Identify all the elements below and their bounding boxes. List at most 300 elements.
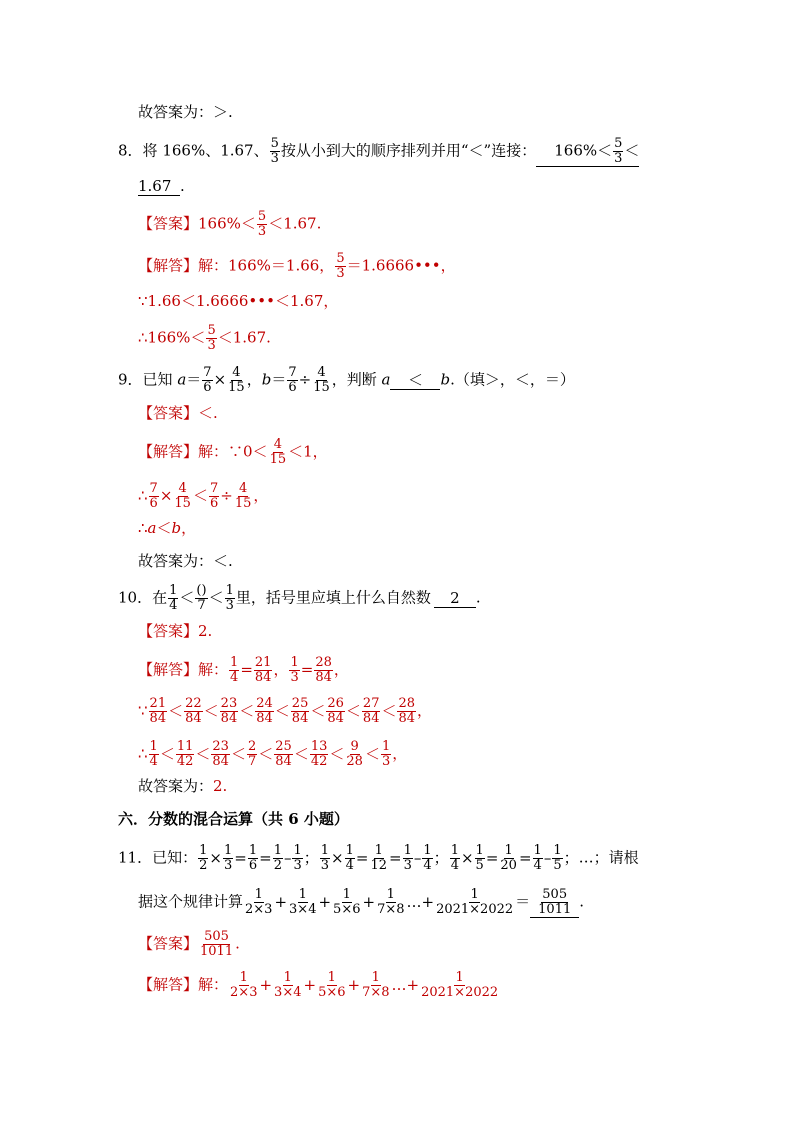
operator: × bbox=[331, 848, 344, 867]
denominator: 3 bbox=[614, 151, 623, 166]
denominator: 84 bbox=[398, 711, 416, 726]
numerator: 1 bbox=[371, 970, 380, 985]
denominator: 3 bbox=[270, 151, 279, 166]
punctuation: ； bbox=[303, 848, 319, 867]
question-text: 在 bbox=[152, 588, 168, 607]
operator: …+ bbox=[391, 975, 420, 994]
denominator: 3×4 bbox=[274, 985, 302, 1000]
fraction bbox=[320, 844, 330, 873]
denominator: 3 bbox=[336, 266, 345, 281]
final-answer-prefix: 故答案为： bbox=[138, 777, 214, 795]
operator: + bbox=[274, 892, 288, 911]
denominator: 84 bbox=[275, 754, 292, 769]
q9-solution-line-1 bbox=[138, 438, 328, 467]
numerator: 4 bbox=[317, 365, 326, 380]
numerator: 1 bbox=[342, 887, 351, 902]
punctuation: ； bbox=[563, 848, 579, 867]
q8-question-line-2 bbox=[138, 177, 185, 196]
operator: ＜ bbox=[168, 701, 184, 720]
denominator: 84 bbox=[256, 711, 273, 726]
question-text: 按从小到大的顺序排列并用“＜”连接： bbox=[280, 141, 537, 160]
numerator: 1 bbox=[293, 843, 302, 858]
fraction bbox=[223, 844, 233, 873]
q11-question-line bbox=[118, 844, 639, 873]
numerator: 1 bbox=[230, 655, 239, 670]
numerator: 7 bbox=[203, 365, 212, 380]
numerator: 1 bbox=[553, 843, 562, 858]
numerator: 1 bbox=[327, 970, 336, 985]
operator: = bbox=[389, 848, 402, 867]
fraction bbox=[227, 366, 246, 395]
fraction bbox=[220, 697, 239, 726]
denominator: 5×6 bbox=[333, 902, 361, 917]
fraction bbox=[270, 137, 280, 166]
numerator: 1 bbox=[239, 970, 248, 985]
fraction bbox=[149, 697, 168, 726]
operator: ＝ bbox=[271, 370, 287, 389]
question-text: 已知： bbox=[152, 848, 198, 867]
question-number: 8． bbox=[118, 141, 143, 160]
fraction bbox=[317, 971, 346, 1000]
question-text: 已知 bbox=[142, 370, 178, 389]
numerator: 9 bbox=[350, 739, 359, 754]
answer-blank: 1.67 bbox=[138, 178, 180, 196]
denominator: 1011 bbox=[200, 944, 234, 959]
numerator: 5 bbox=[207, 323, 216, 338]
fraction bbox=[255, 697, 274, 726]
operator: = bbox=[259, 848, 272, 867]
fraction bbox=[435, 888, 514, 917]
answer-text: ＜. bbox=[198, 404, 218, 422]
denominator: 7×8 bbox=[377, 902, 405, 917]
denominator: 42 bbox=[310, 754, 328, 769]
fraction bbox=[225, 584, 235, 613]
denominator: 15 bbox=[174, 496, 191, 511]
numerator: 1 bbox=[320, 843, 330, 858]
fraction-chain bbox=[148, 696, 417, 726]
operator: ＜ bbox=[293, 744, 309, 763]
operator: + bbox=[362, 892, 376, 911]
numerator: 4 bbox=[238, 481, 248, 496]
q10-question-line bbox=[118, 584, 481, 613]
numerator: 1 bbox=[345, 843, 354, 858]
numerator: 5 bbox=[270, 136, 279, 151]
numerator: 25 bbox=[291, 696, 309, 711]
fraction bbox=[234, 482, 253, 511]
fraction bbox=[314, 656, 333, 685]
q9-solution-line-2 bbox=[138, 482, 268, 511]
fraction bbox=[326, 697, 345, 726]
numerator: 1 bbox=[381, 739, 391, 754]
operator: ＜ bbox=[381, 701, 397, 720]
solution-text: 解：166%＝1.66， bbox=[198, 256, 335, 275]
denominator: 20 bbox=[500, 858, 517, 873]
therefore-symbol: ∴ bbox=[138, 486, 148, 505]
fraction bbox=[422, 844, 432, 873]
denominator: 7 bbox=[247, 754, 257, 769]
variable-a: a bbox=[177, 370, 187, 389]
punctuation: . bbox=[180, 177, 185, 195]
denominator: 5 bbox=[553, 858, 562, 873]
operator: ＜ bbox=[258, 744, 274, 763]
q10-solution-line-1 bbox=[138, 656, 349, 685]
denominator: 5×6 bbox=[318, 985, 346, 1000]
fraction bbox=[173, 482, 192, 511]
therefore-symbol: ∴ bbox=[138, 744, 148, 763]
fraction bbox=[229, 971, 258, 1000]
fraction bbox=[273, 971, 302, 1000]
denominator: 84 bbox=[185, 711, 202, 726]
fraction bbox=[345, 844, 355, 873]
fraction bbox=[168, 584, 178, 613]
q7-final-answer-line bbox=[138, 103, 233, 121]
numerator: 1 bbox=[504, 843, 513, 858]
numerator: 1 bbox=[470, 887, 479, 902]
question-number: 11． bbox=[118, 848, 153, 867]
operator: = bbox=[300, 660, 314, 679]
numerator: 21 bbox=[254, 655, 272, 670]
operator: ＝ bbox=[186, 370, 202, 389]
q9-answer-line bbox=[138, 404, 218, 422]
denominator: 2021×2022 bbox=[421, 985, 499, 1000]
fraction bbox=[310, 740, 329, 769]
fraction bbox=[312, 366, 331, 395]
question-text: …；请根 bbox=[578, 848, 639, 867]
numerator: 1 bbox=[386, 887, 395, 902]
denominator: 3 bbox=[257, 224, 267, 239]
denominator: 4 bbox=[149, 754, 158, 769]
numerator: 7 bbox=[288, 365, 297, 380]
fraction bbox=[206, 324, 216, 353]
denominator: 6 bbox=[149, 496, 158, 511]
solution-tag: 【解答】 bbox=[138, 442, 199, 461]
operator: = bbox=[240, 660, 253, 679]
operator: ＜ bbox=[364, 744, 380, 763]
numerator: 1 bbox=[298, 887, 307, 902]
fraction bbox=[176, 740, 195, 769]
numerator: 23 bbox=[212, 739, 229, 754]
fraction bbox=[537, 888, 572, 917]
denominator: 4 bbox=[230, 670, 239, 685]
fraction bbox=[257, 210, 267, 239]
q9-question-line bbox=[118, 366, 575, 395]
numerator: 2 bbox=[247, 739, 257, 754]
answer-text: ＜1.67. bbox=[268, 214, 322, 233]
numerator: 5 bbox=[614, 136, 623, 151]
fraction bbox=[420, 971, 499, 1000]
punctuation: . bbox=[235, 934, 240, 953]
numerator: 1 bbox=[455, 970, 464, 985]
numerator: 1 bbox=[533, 843, 542, 858]
denominator: 7×8 bbox=[362, 985, 390, 1000]
numerator: 1 bbox=[149, 739, 158, 754]
numerator: 1 bbox=[283, 970, 292, 985]
operator: ＜ bbox=[329, 744, 345, 763]
q9-final-answer-line bbox=[138, 552, 233, 570]
fraction bbox=[288, 888, 317, 917]
numerator: 4 bbox=[178, 481, 187, 496]
fraction bbox=[149, 740, 159, 769]
denominator: 5 bbox=[475, 858, 484, 873]
denominator: 15 bbox=[313, 380, 330, 395]
variable-a: a bbox=[381, 370, 391, 389]
fraction bbox=[499, 844, 518, 873]
operator: ＜ bbox=[195, 744, 211, 763]
solution-text: ＜1， bbox=[288, 442, 328, 461]
fraction bbox=[195, 584, 207, 613]
operator: ＜ bbox=[345, 701, 361, 720]
numerator: 7 bbox=[209, 481, 219, 496]
blank-text: ＜ bbox=[624, 141, 640, 160]
numerator: 26 bbox=[327, 696, 344, 711]
punctuation: . bbox=[579, 892, 585, 911]
variable-a: a bbox=[147, 519, 157, 537]
operator: + bbox=[318, 892, 332, 911]
operator: – bbox=[283, 848, 292, 867]
q10-solution-line-2 bbox=[138, 697, 432, 726]
numerator: 4 bbox=[232, 365, 241, 380]
question-number: 9． bbox=[118, 370, 143, 389]
numerator: 1 bbox=[403, 843, 412, 858]
section-heading: 六．分数的混合运算（共 6 小题） bbox=[118, 810, 349, 828]
q10-answer-line bbox=[138, 622, 212, 640]
fraction bbox=[247, 740, 257, 769]
operator: ＜ bbox=[203, 701, 219, 720]
denominator: 15 bbox=[269, 452, 287, 467]
numerator: 1 bbox=[225, 583, 234, 598]
denominator: 4 bbox=[423, 858, 432, 873]
denominator: 3×4 bbox=[289, 902, 317, 917]
question-text: 里，括号里应填上什么自然数 bbox=[235, 588, 431, 607]
fraction bbox=[289, 656, 299, 685]
punctuation: ； bbox=[433, 848, 449, 867]
denominator: 84 bbox=[149, 711, 167, 726]
numerator: 25 bbox=[275, 739, 292, 754]
denominator: 4 bbox=[169, 598, 178, 613]
numerator: 23 bbox=[220, 696, 238, 711]
operator: ＜ bbox=[192, 486, 208, 505]
numerator: 505 bbox=[542, 887, 568, 902]
fraction bbox=[613, 137, 623, 166]
punctuation: . bbox=[228, 103, 233, 121]
solution-text: 解： bbox=[198, 660, 229, 679]
q10-solution-line-3 bbox=[138, 740, 407, 769]
solution-text: ∴166%＜ bbox=[138, 328, 206, 347]
operator: …+ bbox=[406, 892, 435, 911]
punctuation: ， bbox=[392, 744, 408, 763]
final-answer-value: ＞ bbox=[213, 103, 229, 121]
denominator: 84 bbox=[315, 670, 332, 685]
numerator: 1 bbox=[475, 843, 484, 858]
q10-final-answer-line bbox=[138, 777, 227, 795]
operator: ＜ bbox=[156, 519, 172, 537]
operator: × bbox=[213, 370, 227, 389]
denominator: 3 bbox=[223, 858, 233, 873]
denominator: 84 bbox=[327, 711, 344, 726]
denominator: 84 bbox=[362, 711, 380, 726]
fraction bbox=[335, 252, 345, 281]
numerator: 1 bbox=[374, 843, 383, 858]
fraction bbox=[199, 930, 234, 959]
fraction bbox=[403, 844, 413, 873]
solution-text: 解：∵0＜ bbox=[198, 442, 268, 461]
fraction bbox=[369, 844, 388, 873]
pattern-examples bbox=[197, 843, 579, 873]
denominator: 6 bbox=[248, 858, 258, 873]
denominator: 15 bbox=[228, 380, 245, 395]
numerator: 22 bbox=[185, 696, 202, 711]
numerator: 27 bbox=[362, 696, 380, 711]
operator: + bbox=[347, 975, 361, 994]
numerator: 5 bbox=[257, 209, 267, 224]
operator: ＜ bbox=[159, 744, 175, 763]
operator: × bbox=[460, 848, 474, 867]
numerator: 11 bbox=[176, 739, 194, 754]
denominator: 2021×2022 bbox=[436, 902, 514, 917]
operator: × bbox=[209, 848, 222, 867]
fraction bbox=[149, 482, 159, 511]
fraction bbox=[274, 740, 293, 769]
question-text: 将 166%、1.67、 bbox=[142, 141, 269, 160]
operator: + bbox=[259, 975, 273, 994]
fraction bbox=[552, 844, 562, 873]
punctuation: . bbox=[475, 588, 481, 607]
denominator: 3 bbox=[290, 670, 299, 685]
sum-expression bbox=[243, 887, 515, 917]
solution-text: 解： bbox=[198, 975, 229, 994]
denominator: 1011 bbox=[538, 902, 572, 917]
punctuation: ， bbox=[273, 660, 289, 679]
q8-answer-line bbox=[138, 210, 321, 239]
q11-solution-line-1 bbox=[138, 971, 500, 1000]
fraction bbox=[450, 844, 460, 873]
denominator: 84 bbox=[212, 754, 229, 769]
operator: ＜ bbox=[208, 588, 224, 607]
numerator: 1 bbox=[290, 655, 299, 670]
denominator: 84 bbox=[291, 711, 309, 726]
denominator: 3 bbox=[225, 598, 234, 613]
operator: – bbox=[413, 848, 422, 867]
operator: = bbox=[485, 848, 499, 867]
solution-text: ＜1.67. bbox=[217, 328, 271, 347]
answer-text: 166%＜ bbox=[198, 214, 256, 233]
answer-tag: 【答案】 bbox=[138, 214, 199, 233]
fraction bbox=[292, 844, 302, 873]
q11-answer-line bbox=[138, 930, 240, 959]
operator: = bbox=[518, 848, 532, 867]
question-number: 10． bbox=[118, 588, 153, 607]
answer-blank: ＜ bbox=[390, 372, 440, 390]
q9-solution-line-3 bbox=[138, 519, 196, 537]
numerator: 1 bbox=[199, 843, 208, 858]
numerator: 21 bbox=[149, 696, 167, 711]
q8-solution-line-1 bbox=[138, 252, 456, 281]
operator: ＜ bbox=[179, 588, 195, 607]
denominator: 2 bbox=[273, 858, 282, 873]
operator: ＜ bbox=[230, 744, 246, 763]
numerator: 28 bbox=[398, 696, 416, 711]
answer-tag: 【答案】 bbox=[138, 934, 199, 953]
solution-text: ∵1.66＜1.6666•••＜1.67， bbox=[138, 292, 339, 310]
operator: = bbox=[234, 848, 247, 867]
fraction bbox=[533, 844, 543, 873]
fraction bbox=[254, 656, 273, 685]
denominator: 15 bbox=[234, 496, 252, 511]
denominator: 6 bbox=[203, 380, 212, 395]
operator: = bbox=[355, 848, 369, 867]
answer-tag: 【答案】 bbox=[138, 622, 199, 640]
final-answer-value: 2. bbox=[213, 777, 228, 795]
denominator: 4 bbox=[450, 858, 459, 873]
fraction bbox=[332, 888, 361, 917]
fraction bbox=[362, 697, 381, 726]
operator: ＜ bbox=[239, 701, 255, 720]
q8-solution-line-3 bbox=[138, 324, 271, 353]
denominator: 3 bbox=[207, 338, 216, 353]
final-answer-prefix: 故答案为： bbox=[138, 552, 214, 570]
answer-blank bbox=[530, 888, 579, 918]
variable-b: b bbox=[171, 519, 182, 537]
fraction bbox=[202, 366, 212, 395]
solution-tag: 【解答】 bbox=[138, 660, 199, 679]
numerator: 4 bbox=[273, 437, 282, 452]
denominator: 12 bbox=[370, 858, 388, 873]
numerator: () bbox=[196, 583, 207, 598]
numerator: 28 bbox=[315, 655, 332, 670]
denominator: 6 bbox=[288, 380, 297, 395]
solution-tag: 【解答】 bbox=[138, 975, 199, 994]
solution-text: ＝1.6666•••， bbox=[346, 256, 456, 275]
fraction bbox=[291, 697, 310, 726]
denominator: 3 bbox=[403, 858, 412, 873]
question-text: .（填＞，＜，＝） bbox=[450, 370, 575, 389]
numerator: 1 bbox=[450, 843, 459, 858]
denominator: 6 bbox=[209, 496, 219, 511]
punctuation: ， bbox=[253, 486, 269, 505]
numerator: 7 bbox=[149, 481, 158, 496]
fraction bbox=[376, 888, 405, 917]
numerator: 1 bbox=[169, 583, 178, 598]
denominator: 7 bbox=[197, 598, 206, 613]
fraction bbox=[209, 482, 219, 511]
numerator: 1 bbox=[223, 843, 233, 858]
therefore-symbol: ∴ bbox=[138, 519, 148, 537]
denominator: 42 bbox=[176, 754, 194, 769]
numerator: 24 bbox=[256, 696, 273, 711]
punctuation: ， bbox=[181, 519, 197, 537]
operator: ÷ bbox=[220, 486, 233, 505]
fraction bbox=[184, 697, 203, 726]
denominator: 2 bbox=[199, 858, 208, 873]
punctuation: ， bbox=[333, 660, 349, 679]
final-answer-value: ＜. bbox=[213, 552, 233, 570]
variable-b: b bbox=[440, 370, 451, 389]
fraction bbox=[248, 844, 258, 873]
fraction bbox=[198, 844, 208, 873]
answer-blank bbox=[536, 137, 639, 167]
variable-b: b bbox=[261, 370, 272, 389]
fraction bbox=[345, 740, 364, 769]
final-answer-prefix: 故答案为： bbox=[138, 103, 214, 121]
fraction bbox=[229, 656, 239, 685]
q8-solution-line-2 bbox=[138, 292, 338, 310]
punctuation: ， bbox=[417, 701, 433, 720]
fraction bbox=[287, 366, 297, 395]
fraction-chain bbox=[148, 739, 393, 769]
answer-text: 2. bbox=[198, 622, 213, 640]
denominator: 28 bbox=[346, 754, 363, 769]
question-text: 据这个规律计算 bbox=[138, 892, 244, 911]
